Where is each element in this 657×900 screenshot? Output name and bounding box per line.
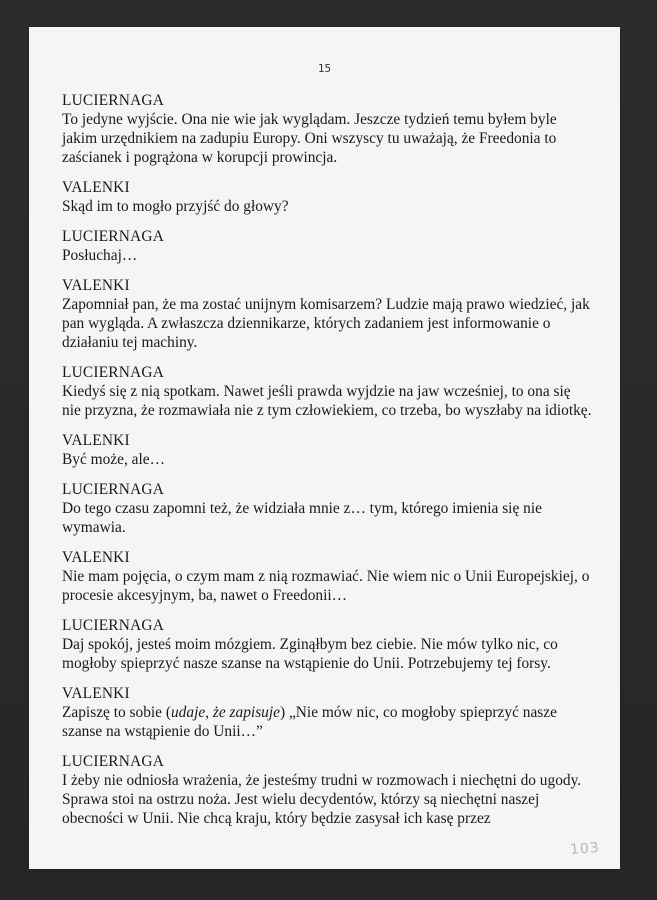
speaker-name: VALENKI bbox=[62, 432, 130, 449]
speech-text: Do tego czasu zapomni też, że widziała mnie z… tym, którego imienia się nie wymawia. bbox=[62, 500, 542, 536]
dialogue-block bbox=[62, 363, 592, 420]
speech-text: Posłuchaj… bbox=[62, 247, 138, 264]
speech-text: Zapomniał pan, że ma zostać unijnym komisarzem? Ludzie mają prawo wiedzieć, jak pan wygląda. A zwłaszcza dziennikarze, których zadaniem jest informowanie o działaniu tej machiny. bbox=[62, 296, 590, 351]
speech-text: I żeby nie odniosła wrażenia, że jesteśmy trudni w rozmowach i niechętni do ugody. Sprawa stoi na ostrzu noża. Jest wielu decydentów, którzy są niechętni naszej obecności w Unii. Nie chcą kraju, który będzie zasysał ich kasę przez bbox=[62, 772, 582, 827]
dialogue-block bbox=[62, 684, 592, 741]
speech-text: Kiedyś się z nią spotkam. Nawet jeśli prawda wyjdzie na jaw wcześniej, to ona się nie przyzna, że rozmawiała nie z tym człowiekiem, co trzeba, bo wyszłaby na idiotkę. bbox=[62, 383, 592, 419]
speaker-name: LUCIERNAGA bbox=[62, 617, 165, 634]
handwritten-folio-mark: 103 bbox=[569, 839, 601, 859]
speaker-name: LUCIERNAGA bbox=[62, 364, 165, 381]
stage-direction: udaje, że zapisuje bbox=[170, 704, 280, 721]
dialogue-block bbox=[62, 480, 592, 537]
dialogue-block bbox=[62, 227, 592, 265]
speech-text: Skąd im to mogło przyjść do głowy? bbox=[62, 198, 289, 215]
script-body bbox=[62, 91, 592, 839]
speaker-name: LUCIERNAGA bbox=[62, 228, 165, 245]
speech-text-before: Zapiszę to sobie ( bbox=[62, 704, 171, 721]
dialogue-block bbox=[62, 91, 592, 167]
speaker-name: LUCIERNAGA bbox=[62, 481, 165, 498]
speaker-name: VALENKI bbox=[62, 549, 130, 566]
speaker-name: VALENKI bbox=[62, 685, 130, 702]
speech-text: Być może, ale… bbox=[62, 451, 165, 468]
speaker-name: VALENKI bbox=[62, 179, 130, 196]
page-number: 15 bbox=[317, 62, 332, 75]
dialogue-block bbox=[62, 276, 592, 352]
speaker-name: VALENKI bbox=[62, 277, 130, 294]
dialogue-block bbox=[62, 548, 592, 605]
dialogue-block bbox=[62, 178, 592, 216]
speech-text-after: ) „Nie mów nic, co mogłoby spieprzyć nasze szanse na wstąpienie do Unii…” bbox=[62, 704, 557, 740]
speech-text: Daj spokój, jesteś moim mózgiem. Zginąłbym bez ciebie. Nie mów tylko nic, co mogłoby spieprzyć nasze szanse na wstąpienie do Unii. Potrzebujemy tej forsy. bbox=[62, 636, 558, 672]
dialogue-block bbox=[62, 431, 592, 469]
dialogue-block bbox=[62, 752, 592, 828]
speech-text: To jedyne wyjście. Ona nie wie jak wyglądam. Jeszcze tydzień temu byłem byle jakim urzędnikiem na zadupiu Europy. Oni wszyscy tu uważają, że Freedonia to zaścianek i pogrążona w korupcji prowincja. bbox=[62, 111, 557, 166]
document-page bbox=[29, 27, 620, 869]
speech-text: Nie mam pojęcia, o czym mam z nią rozmawiać. Nie wiem nic o Unii Europejskiej, o procesie akcesyjnym, ba, nawet o Freedonii… bbox=[62, 568, 590, 604]
speech-text bbox=[62, 703, 592, 741]
speaker-name: LUCIERNAGA bbox=[62, 753, 165, 770]
dialogue-block bbox=[62, 616, 592, 673]
speaker-name: LUCIERNAGA bbox=[62, 92, 165, 109]
